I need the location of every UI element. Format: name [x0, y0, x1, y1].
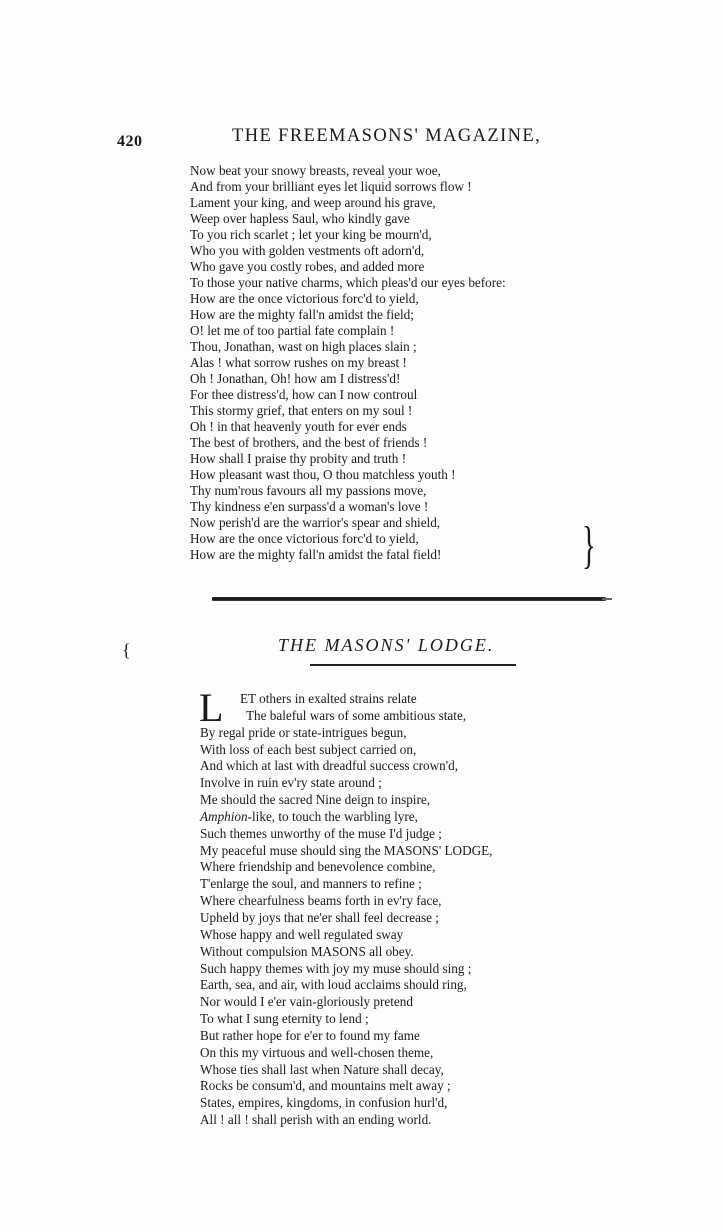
poem-line: All ! all ! shall perish with an ending world. — [200, 1112, 432, 1128]
poem-line: Thou, Jonathan, wast on high places slain ; — [190, 339, 417, 354]
poem-line: Oh ! Jonathan, Oh! how am I distress'd! — [190, 371, 401, 386]
poem-line: How pleasant wast thou, O thou matchless youth ! — [190, 467, 456, 482]
poem-line: How are the once victorious forc'd to yield, — [190, 531, 419, 546]
poem-line: Who gave you costly robes, and added more — [190, 259, 425, 274]
poem-line: And which at last with dreadful success crown'd, — [200, 758, 458, 774]
poem-line: Alas ! what sorrow rushes on my breast ! — [190, 355, 407, 370]
poem-line: Earth, sea, and air, with loud acclaims should ring, — [200, 977, 467, 993]
poem-line: Who you with golden vestments oft adorn'd, — [190, 243, 425, 258]
poem-line: How are the mighty fall'n amidst the field; — [190, 307, 414, 322]
poem-line: How are the once victorious forc'd to yield, — [190, 291, 419, 306]
poem-line: Involve in ruin ev'ry state around ; — [200, 775, 382, 791]
poem-line: How shall I praise thy probity and truth ! — [190, 451, 407, 466]
poem-line: Upheld by joys that ne'er shall feel decrease ; — [200, 909, 439, 925]
margin-mark: { — [122, 640, 131, 660]
section-divider — [212, 597, 606, 601]
running-title: THE FREEMASONS' MAGAZINE, — [232, 126, 542, 146]
poem-line: Me should the sacred Nine deign to inspire, — [200, 792, 430, 808]
poem-line: The best of brothers, and the best of friends ! — [190, 435, 428, 450]
poem-line: Weep over hapless Saul, who kindly gave — [190, 211, 410, 226]
brace: } — [582, 517, 596, 574]
line-rest: -like, to touch the warbling lyre, — [247, 808, 418, 824]
page-number: 420 — [117, 133, 143, 150]
poem-line: To those your native charms, which pleas'd our eyes before: — [190, 275, 506, 290]
poem-line: Now beat your snowy breasts, reveal your woe, — [190, 163, 441, 178]
poem-line: ET others in exalted strains relate — [240, 691, 417, 706]
poem-line: Thy kindness e'en surpass'd a woman's love ! — [190, 499, 429, 514]
poem-line: Whose happy and well regulated sway — [200, 926, 404, 942]
poem-line: This stormy grief, that enters on my soul ! — [190, 403, 413, 418]
title-underline — [310, 664, 516, 666]
poem-line: Lament your king, and weep around his grave, — [190, 195, 436, 210]
poem-line: Without compulsion MASONS all obey. — [200, 943, 414, 959]
poem-line: Such themes unworthy of the muse I'd judge ; — [200, 825, 442, 841]
poem-line: Now perish'd are the warrior's spear and shield, — [190, 515, 441, 530]
poem-line: Thy num'rous favours all my passions move, — [190, 483, 427, 498]
poem-line: For thee distress'd, how can I now controul — [190, 387, 418, 402]
poem-line: Where chearfulness beams forth in ev'ry face, — [200, 893, 442, 909]
poem-line: Rocks be consum'd, and mountains melt away ; — [200, 1078, 451, 1094]
poem-line: Where friendship and benevolence combine, — [200, 859, 436, 875]
poem-line: Whose ties shall last when Nature shall decay, — [200, 1061, 444, 1077]
poem-line: T'enlarge the soul, and manners to refine ; — [200, 876, 422, 892]
poem-line — [200, 809, 492, 826]
poem-lament — [190, 163, 506, 563]
poem-line: My peaceful muse should sing the MASONS' LODGE, — [200, 842, 493, 858]
poem-line: States, empires, kingdoms, in confusion hurl'd, — [200, 1095, 448, 1111]
poem-line: Oh ! in that heavenly youth for ever ends — [190, 419, 407, 434]
poem-line: O! let me of too partial fate complain ! — [190, 323, 395, 338]
poem-line: With loss of each best subject carried on, — [200, 741, 417, 757]
poem-line: To what I sung eternity to lend ; — [200, 1011, 369, 1027]
italic-name: Amphion — [200, 808, 248, 824]
poem-line: Nor would I e'er vain-gloriously pretend — [200, 994, 413, 1010]
poem-line: But rather hope for e'er to found my fame — [200, 1027, 420, 1043]
poem-line: The baleful wars of some ambitious state, — [246, 707, 467, 723]
poem-line: How are the mighty fall'n amidst the fatal field! — [190, 547, 442, 562]
poem-masons-lodge — [200, 691, 492, 1129]
poem-line: By regal pride or state-intrigues begun, — [200, 724, 407, 740]
poem-line: To you rich scarlet ; let your king be mourn'd, — [190, 227, 432, 242]
poem-line: Such happy themes with joy my muse should sing ; — [200, 960, 472, 976]
poem-line: On this my virtuous and well-chosen theme, — [200, 1044, 434, 1060]
poem-line: And from your brilliant eyes let liquid sorrows flow ! — [190, 179, 472, 194]
section-title: THE MASONS' LODGE. — [278, 635, 495, 655]
drop-cap: L — [199, 685, 224, 730]
